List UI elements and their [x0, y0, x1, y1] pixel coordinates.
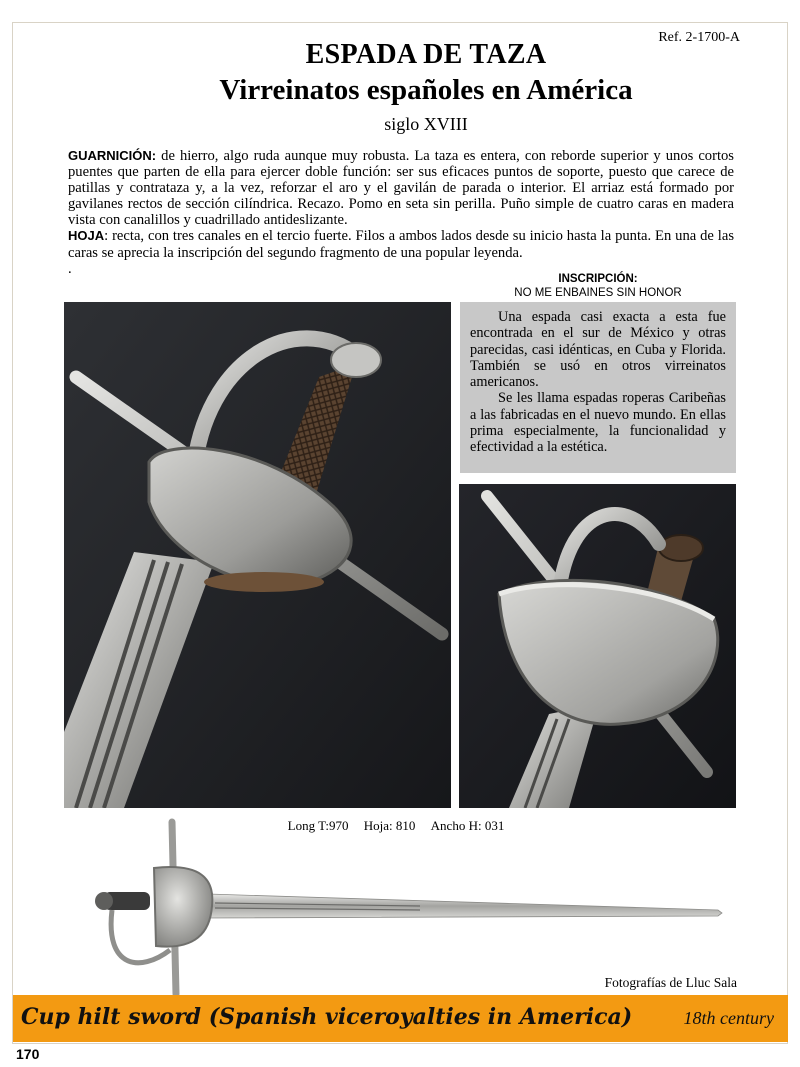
- reference-number: Ref. 2-1700-A: [658, 30, 740, 45]
- hoja-text: : recta, con tres canales en el tercio fuerte. Filos a ambos lados desde su inicio hasta la punta. En una de las caras se aprecia la inscripción del segundo fragmento de una popular leyenda.: [68, 228, 734, 261]
- photo-credits: Fotografías de Lluc Sala: [604, 975, 737, 990]
- guarnicion-label: GUARNICIÓN:: [68, 148, 157, 163]
- inscription-label: INSCRIPCIÓN:: [558, 273, 638, 285]
- info-box: [460, 302, 736, 473]
- guarnicion-text: de hierro, algo ruda aunque muy robusta. La taza es entera, con reborde superior y unos cortos puentes que parten de ella para ejercer doble función: ser sus eficaces puntos de soporte, puesto que carece de patillas y contrataza y, a la vez, reforzar el aro y el gavilán de parada o interior. El arriaz está formado por gavilanes rectos de sección cilíndrica. Recazo. Pomo en seta sin perilla. Puño simple de cuatro caras en madera vista con canalillos y cuadrillado antideslizante.: [68, 148, 734, 229]
- trailing-dot: .: [68, 260, 72, 277]
- page-subtitle: Virreinatos españoles en América: [219, 74, 633, 106]
- description-text: [68, 148, 734, 277]
- length-total: Long T:970: [287, 818, 349, 833]
- english-title-banner: [13, 995, 788, 1042]
- full-sword-photo: [90, 818, 730, 998]
- english-title: Cup hilt sword (Spanish viceroyalties in America): [21, 1004, 633, 1030]
- page-title: ESPADA DE TAZA: [305, 39, 547, 70]
- blade-width: Ancho H: 031: [430, 818, 505, 833]
- english-century: 18th century: [683, 1008, 774, 1028]
- info-paragraph-2: Se les llama espadas roperas Caribeñas a las fabricadas en el nuevo mundo. En ellas prima especialmente, la funcionalidad y efectividad a la estética.: [470, 390, 726, 456]
- blade-length: Hoja: 810: [363, 818, 416, 833]
- page-number: 170: [16, 1046, 40, 1062]
- century-label: siglo XVIII: [384, 114, 468, 134]
- hoja-paragraph: [68, 228, 734, 260]
- hoja-label: HOJA: [68, 228, 105, 244]
- hilt-angle-photo: [459, 484, 736, 808]
- info-paragraph-1: Una espada casi exacta a esta fue encontrada en el sur de México y otras parecidas, casi idénticas, en Cuba y Florida. También se usó en otros virreinatos americanos.: [470, 309, 726, 391]
- inscription-text: NO ME ENBAINES SIN HONOR: [514, 287, 682, 299]
- guarnicion-paragraph: [68, 148, 734, 228]
- hilt-closeup-photo: [64, 302, 451, 808]
